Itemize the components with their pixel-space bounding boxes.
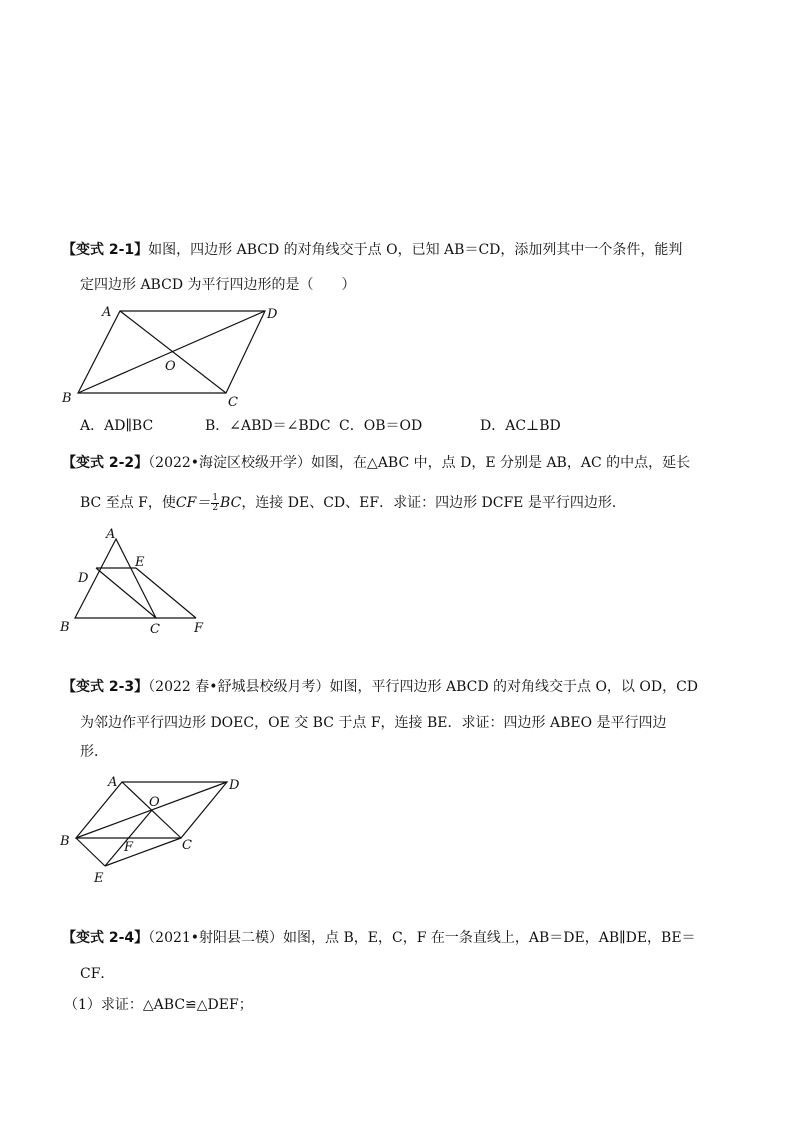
label-o: O <box>165 359 176 374</box>
problem-2-2-tag: 【变式 2-2】 <box>62 455 149 471</box>
label-c: C <box>182 838 192 853</box>
label-o: O <box>149 795 160 810</box>
label-d: D <box>78 571 89 586</box>
problem-2-4-line-2: CF． <box>80 966 115 982</box>
label-b: B <box>60 834 70 849</box>
problem-2-2-text-2b: ，连接 DE、CD、EF．求证：四边形 DCFE 是平行四边形． <box>241 495 626 511</box>
problem-2-4-line-1 <box>62 928 696 948</box>
label-e: E <box>94 871 104 886</box>
label-e: E <box>135 555 145 570</box>
problem-2-3-line-2: 为邻边作平行四边形 DOEC，OE 交 BC 于点 F，连接 BE．求证：四边形 ABEO 是平行四边 <box>80 715 667 731</box>
segment-be <box>76 838 105 866</box>
problem-2-4-tag: 【变式 2-4】 <box>62 930 149 946</box>
problem-2-4-text-1: （2021•射阳县二模）如图，点 B，E，C，F 在一条直线上，AB＝DE，AB∥DE，BE＝ <box>148 930 696 946</box>
problem-2-2-text-2a: BC 至点 F，使 <box>80 495 176 511</box>
problem-2-3-text-1: （2022 春•舒城县校级月考）如图，平行四边形 ABCD 的对角线交于点 O，以 OD，CD <box>148 679 699 695</box>
problem-2-3-tag: 【变式 2-3】 <box>62 679 149 695</box>
option-c: C．OB＝OD <box>339 418 423 434</box>
label-a: A <box>106 527 116 542</box>
label-d: D <box>267 307 278 322</box>
label-a: A <box>102 305 112 320</box>
formula-bc: BC <box>220 495 242 511</box>
problem-2-1-tag: 【变式 2-1】 <box>62 242 149 258</box>
problem-2-3-line-3: 形． <box>80 744 108 760</box>
problem-2-2-text-1: （2022•海淀区校级开学）如图，在△ABC 中，点 D，E 分别是 AB，AC 的中点，延长 <box>148 455 691 471</box>
problem-2-1-text-1: 如图，四边形 ABCD 的对角线交于点 O，已知 AB＝CD，添加列其中一个条件，能判 <box>148 242 683 258</box>
fraction-numerator: 1 <box>212 492 219 503</box>
label-f: F <box>194 621 204 636</box>
label-c: C <box>150 622 160 637</box>
problem-2-1-line-2: 定四边形 ABCD 为平行四边形的是（ ） <box>80 277 356 293</box>
fraction-denominator: 2 <box>212 502 219 513</box>
problem-2-4-sub-1: （1）求证：△ABC≌△DEF； <box>64 997 253 1013</box>
label-a: A <box>108 775 118 790</box>
label-d: D <box>229 778 240 793</box>
label-f: F <box>124 840 134 855</box>
label-c: C <box>228 395 238 410</box>
label-b: B <box>62 391 72 406</box>
option-b: B．∠ABD＝∠BDC <box>205 418 331 434</box>
option-d: D．AC⊥BD <box>480 418 561 434</box>
label-b: B <box>60 620 70 635</box>
option-a: A．AD∥BC <box>80 418 154 434</box>
formula-cf: CF＝ <box>175 495 211 511</box>
